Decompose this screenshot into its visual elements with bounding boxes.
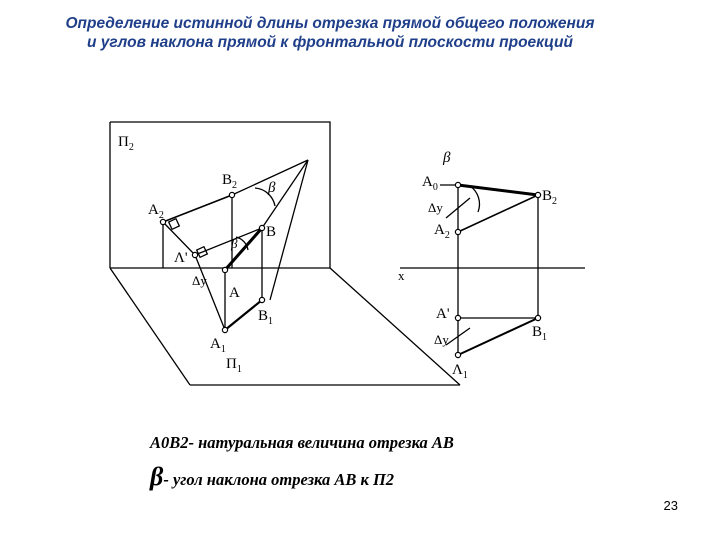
segment-a2-b2: [163, 195, 232, 222]
segment-a1-b1-right: [458, 318, 538, 355]
label-a1: $А_1$: [210, 336, 226, 355]
label-a2-right: $А_2$: [434, 222, 450, 241]
label-a-prime: Λ': [174, 250, 188, 266]
label-dy-left: Δу: [192, 273, 207, 288]
horizontal-plane-left-edge: [110, 268, 190, 385]
label-pi1: $П_1$: [226, 356, 242, 375]
right-angle-mark-1: [169, 219, 180, 230]
beta-arc-right: [470, 186, 479, 212]
label-x-axis: х: [398, 268, 405, 283]
label-b: В: [266, 224, 277, 240]
label-b2: $В_2$: [222, 172, 238, 191]
page-number: 23: [663, 498, 678, 513]
label-b2-right: $В_2$: [542, 188, 558, 207]
caption-line-2: [150, 462, 394, 492]
label-beta-mid: β: [231, 236, 238, 251]
label-a-prime-right: А': [436, 306, 450, 322]
label-a2: $А_2$: [148, 202, 164, 221]
label-dy-top: Δу: [428, 200, 443, 215]
caption-beta-symbol: β: [150, 462, 164, 491]
horizontal-plane-right-edge: [330, 268, 460, 385]
caption-line-1: А0В2- натуральная величина отрезка АВ: [150, 433, 454, 452]
left-diagram-lines: [110, 122, 460, 385]
label-a1-right: $\Lambda_1$: [452, 362, 468, 381]
right-points: [455, 182, 540, 357]
segment-a1-b1: [225, 300, 262, 330]
frontal-plane-outline: [110, 122, 330, 268]
label-a: А: [229, 285, 240, 301]
label-b1-right: $В_1$: [532, 324, 548, 343]
caption-line-2-text: - угол наклона отрезка АВ к П2: [163, 470, 395, 489]
label-dy-bottom: Δу: [434, 332, 449, 347]
title-line-1: Определение истинной длины отрезка прямой общего положения: [65, 15, 595, 32]
label-a0: $А_0$: [422, 174, 438, 193]
label-pi2: $П_2$: [118, 134, 134, 153]
label-beta-right: β: [443, 150, 451, 166]
dy-line: [195, 255, 225, 330]
title-line-2: и углов наклона прямой к фронтальной плоскости проекций: [87, 34, 573, 51]
label-beta-top: β: [268, 180, 276, 196]
segment-a2-b2-right: [458, 195, 538, 232]
label-b1: $В_1$: [258, 308, 274, 327]
